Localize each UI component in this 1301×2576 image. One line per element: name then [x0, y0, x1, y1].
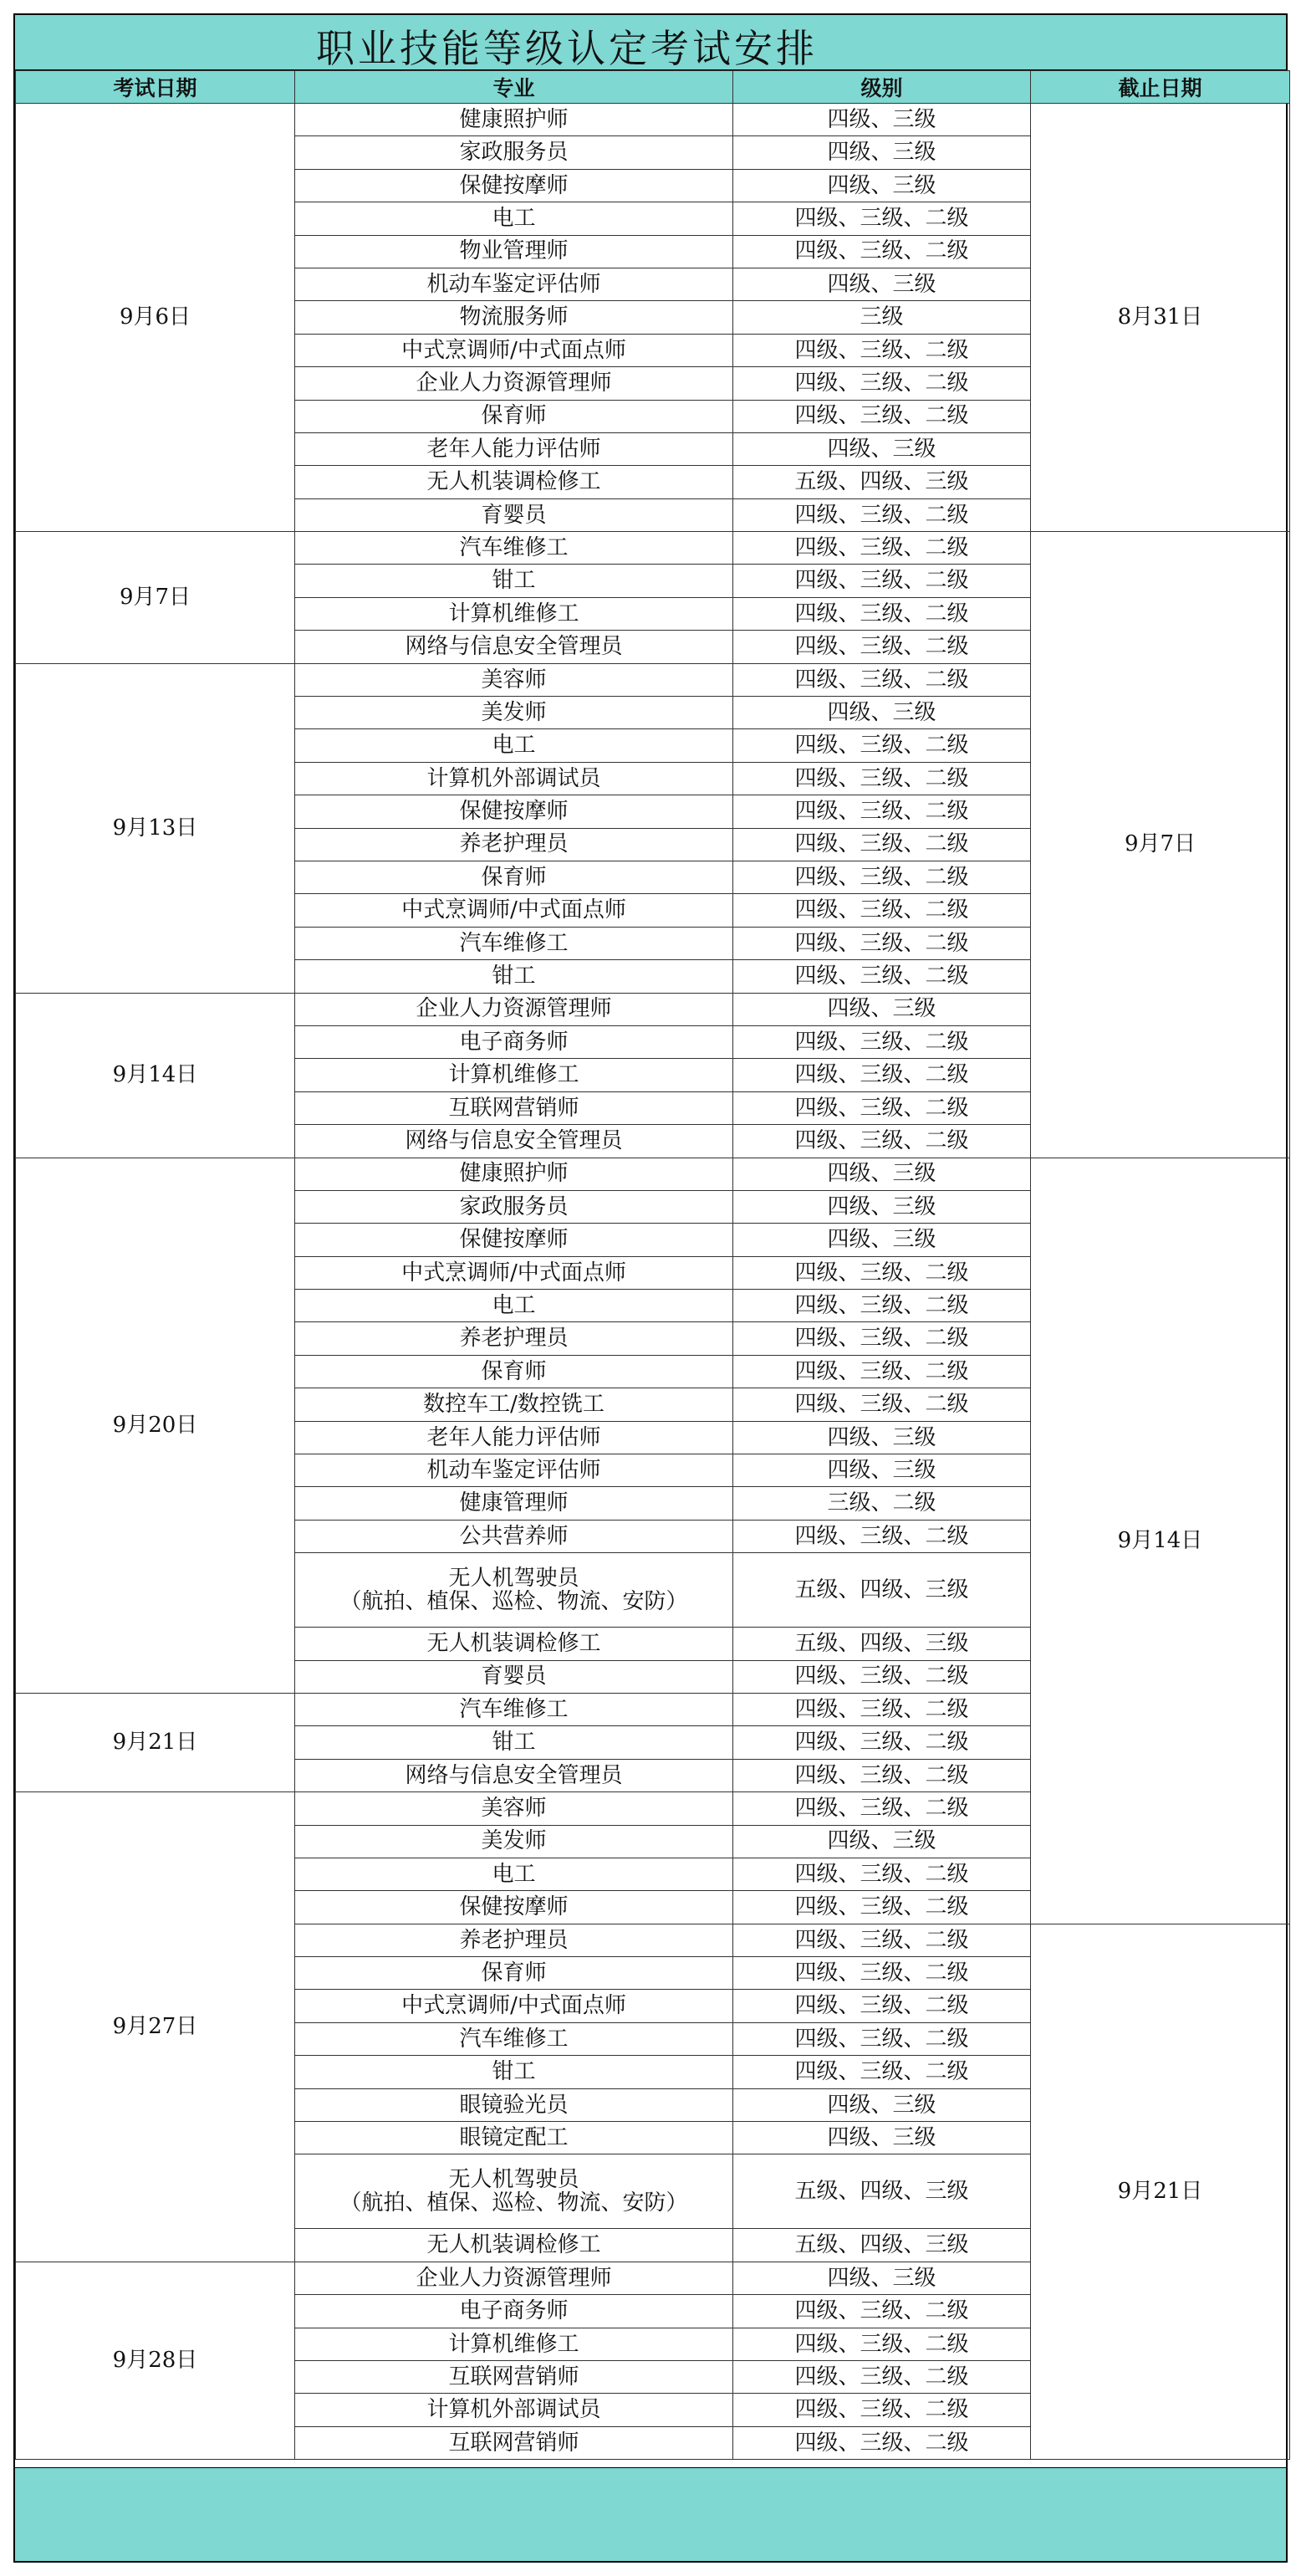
major-cell: 机动车鉴定评估师: [295, 268, 733, 300]
level-cell: 四级、三级、二级: [733, 1924, 1031, 1956]
level-cell: 四级、三级、二级: [733, 828, 1031, 861]
level-cell: 四级、三级、二级: [733, 2361, 1031, 2394]
major-cell: 企业人力资源管理师: [295, 993, 733, 1025]
major-cell: 中式烹调师/中式面点师: [295, 1990, 733, 2022]
major-cell: 电工: [295, 1858, 733, 1890]
level-cell: 四级、三级、二级: [733, 1726, 1031, 1759]
level-cell: 四级、三级、二级: [733, 367, 1031, 400]
level-cell: 四级、三级、二级: [733, 334, 1031, 366]
major-cell: 钳工: [295, 960, 733, 993]
major-cell: 健康管理师: [295, 1487, 733, 1520]
header-deadline: 截止日期: [1031, 71, 1290, 104]
major-cell: 汽车维修工: [295, 2022, 733, 2055]
header-row: [16, 71, 1290, 104]
level-cell: 四级、三级、二级: [733, 729, 1031, 762]
level-cell: 四级、三级、二级: [733, 1759, 1031, 1791]
level-cell: 四级、三级、二级: [733, 2056, 1031, 2088]
major-cell: 计算机维修工: [295, 1059, 733, 1091]
major-cell: 物业管理师: [295, 235, 733, 268]
level-cell: 四级、三级: [733, 1825, 1031, 1858]
level-cell: 四级、三级、二级: [733, 2022, 1031, 2055]
level-cell: 四级、三级、二级: [733, 1322, 1031, 1355]
major-cell: 企业人力资源管理师: [295, 367, 733, 400]
major-cell: [295, 2154, 733, 2229]
level-cell: 四级、三级、二级: [733, 532, 1031, 565]
major-cell: 钳工: [295, 1726, 733, 1759]
major-cell: 中式烹调师/中式面点师: [295, 894, 733, 927]
title-bar: [15, 15, 1286, 70]
major-cell: 保健按摩师: [295, 1224, 733, 1256]
level-cell: 四级、三级、二级: [733, 1125, 1031, 1158]
major-cell: 美容师: [295, 1792, 733, 1825]
major-cell: 家政服务员: [295, 1190, 733, 1223]
major-cell: 美容师: [295, 663, 733, 696]
major-cell: 老年人能力评估师: [295, 1421, 733, 1454]
major-cell: 保育师: [295, 1957, 733, 1990]
level-cell: 四级、三级、二级: [733, 762, 1031, 795]
level-cell: 五级、四级、三级: [733, 1628, 1031, 1660]
exam-date-cell: 9月21日: [16, 1693, 295, 1791]
level-cell: 四级、三级、二级: [733, 2426, 1031, 2459]
footer-bar: [15, 2467, 1286, 2561]
level-cell: 四级、三级: [733, 169, 1031, 202]
major-cell: 育婴员: [295, 1660, 733, 1693]
major-cell: 健康照护师: [295, 1158, 733, 1190]
level-cell: 四级、三级: [733, 697, 1031, 729]
level-cell: 四级、三级: [733, 2262, 1031, 2294]
deadline-cell: 9月14日: [1031, 1158, 1290, 1924]
major-cell: 保育师: [295, 1355, 733, 1388]
major-cell: 电工: [295, 1290, 733, 1322]
header-major: 专业: [295, 71, 733, 104]
exam-date-cell: 9月13日: [16, 663, 295, 993]
major-cell: 保育师: [295, 861, 733, 893]
level-cell: 四级、三级、二级: [733, 400, 1031, 432]
level-cell: 四级、三级、二级: [733, 1858, 1031, 1890]
major-subtypes: （航拍、植保、巡检、物流、安防）: [339, 1589, 688, 1615]
level-cell: 五级、四级、三级: [733, 466, 1031, 498]
level-cell: 四级、三级、二级: [733, 1059, 1031, 1091]
major-cell: 保健按摩师: [295, 795, 733, 828]
deadline-cell: 9月7日: [1031, 532, 1290, 1158]
level-cell: 四级、三级: [733, 432, 1031, 465]
level-cell: 四级、三级、二级: [733, 202, 1031, 235]
level-cell: 四级、三级、二级: [733, 1891, 1031, 1924]
major-cell: 物流服务师: [295, 301, 733, 334]
level-cell: 四级、三级: [733, 268, 1031, 300]
header-level: 级别: [733, 71, 1031, 104]
level-cell: 四级、三级、二级: [733, 795, 1031, 828]
exam-date-cell: 9月27日: [16, 1792, 295, 2262]
level-cell: 四级、三级、二级: [733, 960, 1031, 993]
major-cell: 中式烹调师/中式面点师: [295, 1256, 733, 1289]
level-cell: 三级、二级: [733, 1487, 1031, 1520]
major-cell: 中式烹调师/中式面点师: [295, 334, 733, 366]
major-cell: 互联网营销师: [295, 1091, 733, 1124]
level-cell: 四级、三级: [733, 1158, 1031, 1190]
major-cell: 公共营养师: [295, 1520, 733, 1552]
level-cell: 四级、三级、二级: [733, 1520, 1031, 1552]
level-cell: 四级、三级、二级: [733, 1660, 1031, 1693]
major-cell: 保健按摩师: [295, 1891, 733, 1924]
table-row: [16, 1158, 1290, 1190]
level-cell: 五级、四级、三级: [733, 2229, 1031, 2262]
level-cell: 四级、三级、二级: [733, 235, 1031, 268]
level-cell: 四级、三级、二级: [733, 1290, 1031, 1322]
major-cell: 电工: [295, 729, 733, 762]
level-cell: 四级、三级、二级: [733, 1388, 1031, 1421]
level-cell: 四级、三级、二级: [733, 597, 1031, 630]
level-cell: 四级、三级、二级: [733, 1256, 1031, 1289]
major-cell: 钳工: [295, 565, 733, 597]
exam-date-cell: 9月7日: [16, 532, 295, 664]
major-cell: 健康照护师: [295, 104, 733, 136]
exam-date-cell: 9月6日: [16, 104, 295, 532]
level-cell: 四级、三级、二级: [733, 894, 1031, 927]
header-exam-date: 考试日期: [16, 71, 295, 104]
major-cell: 机动车鉴定评估师: [295, 1454, 733, 1487]
level-cell: 四级、三级、二级: [733, 498, 1031, 531]
level-cell: 四级、三级、二级: [733, 2328, 1031, 2360]
level-cell: 四级、三级: [733, 104, 1031, 136]
level-cell: 四级、三级: [733, 1421, 1031, 1454]
major-cell: 眼镜定配工: [295, 2122, 733, 2154]
major-cell: 钳工: [295, 2056, 733, 2088]
major-cell: 互联网营销师: [295, 2426, 733, 2459]
deadline-cell: 8月31日: [1031, 104, 1290, 532]
major-cell: 数控车工/数控铣工: [295, 1388, 733, 1421]
major-cell: 计算机外部调试员: [295, 2394, 733, 2426]
major-cell: 网络与信息安全管理员: [295, 1125, 733, 1158]
major-cell: [295, 1553, 733, 1628]
major-cell: 无人机装调检修工: [295, 1628, 733, 1660]
deadline-cell: 9月21日: [1031, 1924, 1290, 2459]
schedule-sheet: [13, 13, 1288, 2563]
level-cell: 四级、三级: [733, 2122, 1031, 2154]
major-cell: 计算机外部调试员: [295, 762, 733, 795]
level-cell: 四级、三级: [733, 993, 1031, 1025]
major-cell: 电子商务师: [295, 2295, 733, 2328]
level-cell: 四级、三级、二级: [733, 1693, 1031, 1725]
major-cell: 计算机维修工: [295, 597, 733, 630]
level-cell: 四级、三级、二级: [733, 861, 1031, 893]
level-cell: 四级、三级、二级: [733, 663, 1031, 696]
major-cell: 家政服务员: [295, 136, 733, 169]
major-cell: 老年人能力评估师: [295, 432, 733, 465]
major-cell: 保育师: [295, 400, 733, 432]
level-cell: 四级、三级、二级: [733, 927, 1031, 959]
level-cell: 四级、三级: [733, 136, 1031, 169]
major-cell: 汽车维修工: [295, 927, 733, 959]
major-cell: 网络与信息安全管理员: [295, 1759, 733, 1791]
major-cell: 美发师: [295, 697, 733, 729]
level-cell: 四级、三级、二级: [733, 1091, 1031, 1124]
major-cell: 电子商务师: [295, 1025, 733, 1058]
level-cell: 四级、三级、二级: [733, 1792, 1031, 1825]
major-subtypes: （航拍、植保、巡检、物流、安防）: [339, 2190, 688, 2216]
level-cell: 四级、三级: [733, 1454, 1031, 1487]
exam-date-cell: 9月28日: [16, 2262, 295, 2459]
level-cell: 四级、三级、二级: [733, 1025, 1031, 1058]
level-cell: 五级、四级、三级: [733, 1553, 1031, 1628]
level-cell: 四级、三级、二级: [733, 1957, 1031, 1990]
schedule-table: [15, 70, 1290, 2460]
major-cell: 保健按摩师: [295, 169, 733, 202]
table-row: [16, 104, 1290, 136]
exam-date-cell: 9月14日: [16, 993, 295, 1158]
level-cell: 四级、三级、二级: [733, 1355, 1031, 1388]
level-cell: 五级、四级、三级: [733, 2154, 1031, 2229]
major-cell: 无人机装调检修工: [295, 2229, 733, 2262]
major-cell: 电工: [295, 202, 733, 235]
major-cell: 汽车维修工: [295, 1693, 733, 1725]
major-cell: 网络与信息安全管理员: [295, 631, 733, 663]
major-cell: 养老护理员: [295, 1322, 733, 1355]
level-cell: 三级: [733, 301, 1031, 334]
page-title: 职业技能等级认定考试安排: [316, 26, 818, 71]
major-name: 无人机驾驶员: [448, 1565, 579, 1591]
major-cell: 汽车维修工: [295, 532, 733, 565]
level-cell: 四级、三级: [733, 2088, 1031, 2121]
level-cell: 四级、三级: [733, 1190, 1031, 1223]
major-cell: 育婴员: [295, 498, 733, 531]
level-cell: 四级、三级、二级: [733, 2394, 1031, 2426]
schedule-body: [16, 104, 1290, 2460]
level-cell: 四级、三级、二级: [733, 565, 1031, 597]
level-cell: 四级、三级: [733, 1224, 1031, 1256]
level-cell: 四级、三级、二级: [733, 2295, 1031, 2328]
major-cell: 互联网营销师: [295, 2361, 733, 2394]
major-cell: 无人机装调检修工: [295, 466, 733, 498]
level-cell: 四级、三级、二级: [733, 1990, 1031, 2022]
table-row: [16, 532, 1290, 565]
major-cell: 企业人力资源管理师: [295, 2262, 733, 2294]
major-cell: 计算机维修工: [295, 2328, 733, 2360]
major-cell: 美发师: [295, 1825, 733, 1858]
major-cell: 养老护理员: [295, 828, 733, 861]
major-name: 无人机驾驶员: [448, 2166, 579, 2192]
major-cell: 养老护理员: [295, 1924, 733, 1956]
exam-date-cell: 9月20日: [16, 1158, 295, 1693]
major-cell: 眼镜验光员: [295, 2088, 733, 2121]
level-cell: 四级、三级、二级: [733, 631, 1031, 663]
